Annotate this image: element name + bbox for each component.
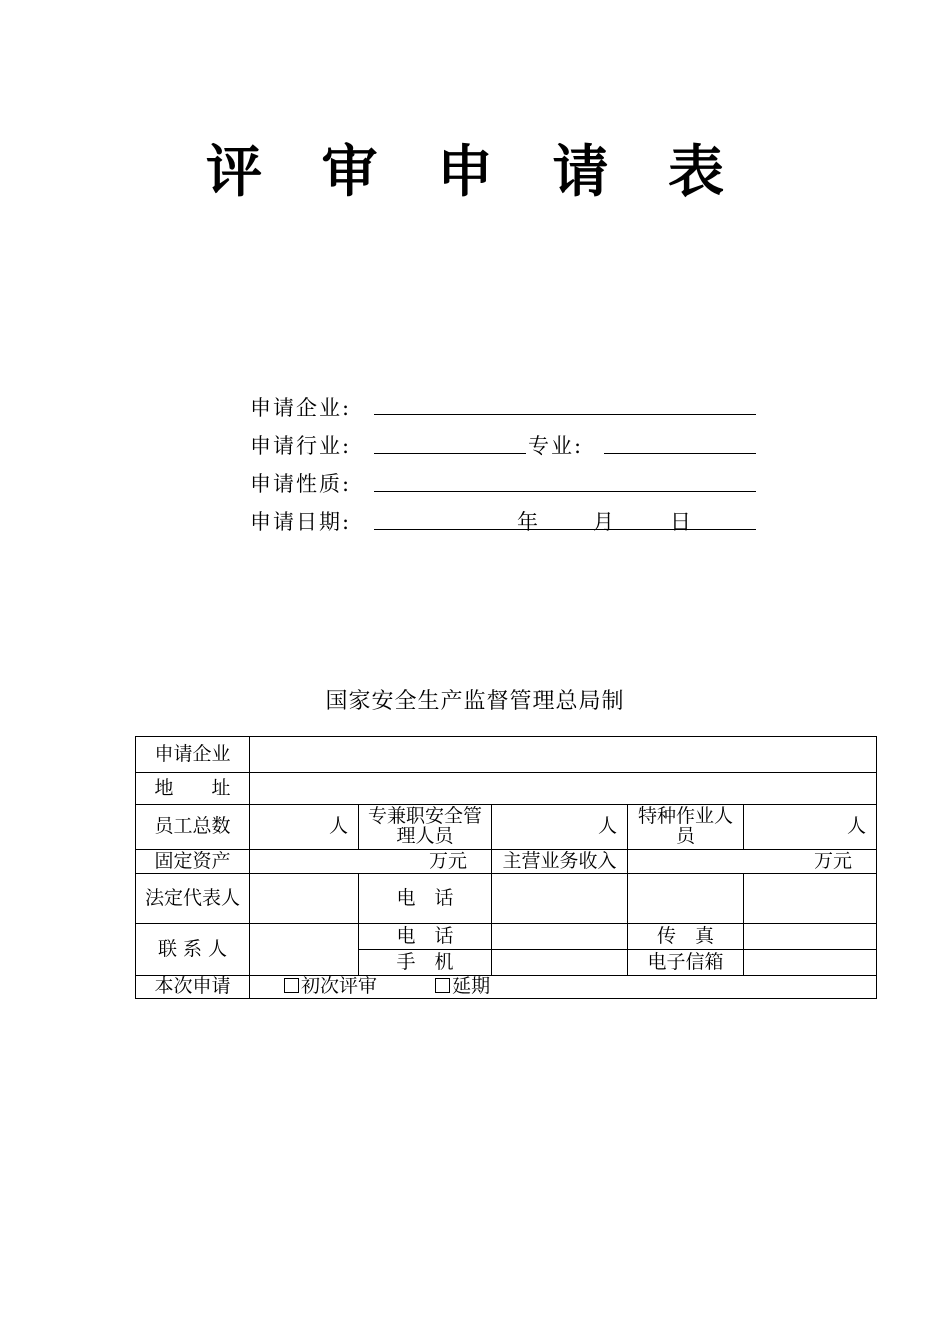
application-type-options [250, 976, 877, 999]
date-year: 年 [517, 510, 538, 534]
legal-rep-label: 法定代表人 [136, 874, 250, 924]
email-input[interactable] [744, 950, 877, 976]
industry-line[interactable] [374, 453, 526, 454]
document-title: 评 审 申 请 表 [206, 140, 744, 205]
total-staff-input[interactable] [250, 805, 359, 850]
contact-input[interactable] [250, 924, 359, 976]
issuer-text: 国家安全生产监督管理总局制 [325, 689, 625, 714]
application-form [135, 736, 877, 999]
specialty-line[interactable] [604, 453, 756, 454]
nature-line[interactable] [374, 491, 756, 492]
fax-input[interactable] [744, 924, 877, 950]
legal-rep-extra-2[interactable] [744, 874, 877, 924]
fax-label: 传 真 [628, 924, 744, 950]
fixed-assets-label: 固定资产 [136, 850, 250, 874]
enterprise-input[interactable] [250, 737, 877, 773]
special-ops-unit: 人 [846, 815, 866, 838]
legal-rep-input[interactable] [250, 874, 359, 924]
industry-label: 申请行业: [250, 434, 352, 458]
email-label: 电子信箱 [628, 950, 744, 976]
this-application-label: 本次申请 [136, 976, 250, 999]
main-income-unit: 万元 [813, 849, 852, 872]
contact-label: 联 系 人 [136, 924, 250, 976]
total-staff-label: 员工总数 [136, 805, 250, 850]
safety-mgmt-unit: 人 [597, 815, 617, 838]
legal-rep-phone-input[interactable] [492, 874, 628, 924]
date-month: 月 [593, 510, 614, 534]
initial-review-checkbox[interactable] [284, 978, 299, 993]
address-input[interactable] [250, 773, 877, 805]
contact-phone-input[interactable] [492, 924, 628, 950]
initial-review-label: 初次评审 [301, 975, 378, 998]
extension-checkbox[interactable] [435, 978, 450, 993]
main-income-input[interactable] [628, 850, 877, 874]
date-label: 申请日期: [250, 510, 352, 534]
legal-rep-phone-label: 电 话 [359, 874, 492, 924]
enterprise-line[interactable] [374, 414, 756, 415]
mobile-label: 手 机 [359, 950, 492, 976]
date-line[interactable] [374, 529, 756, 530]
fixed-assets-input[interactable] [250, 850, 492, 874]
date-day: 日 [670, 510, 691, 534]
safety-mgmt-input[interactable] [492, 805, 628, 850]
contact-phone-label: 电 话 [359, 924, 492, 950]
extension-label: 延期 [452, 975, 491, 998]
initial-review-option[interactable] [284, 975, 377, 997]
enterprise-cell-label: 申请企业 [136, 737, 250, 773]
fixed-assets-unit: 万元 [428, 849, 467, 872]
address-cell-label: 地 址 [136, 773, 250, 805]
special-ops-label: 特种作业人 员 [628, 805, 744, 850]
safety-mgmt-label: 专兼职安全管理人员 [359, 805, 492, 850]
total-staff-unit: 人 [328, 815, 348, 838]
extension-option[interactable] [435, 975, 490, 997]
nature-label: 申请性质: [250, 472, 352, 496]
enterprise-label: 申请企业: [250, 396, 352, 420]
mobile-input[interactable] [492, 950, 628, 976]
specialty-label: 专业: [528, 434, 584, 458]
main-income-label: 主营业务收入 [492, 850, 628, 874]
legal-rep-extra-1[interactable] [628, 874, 744, 924]
